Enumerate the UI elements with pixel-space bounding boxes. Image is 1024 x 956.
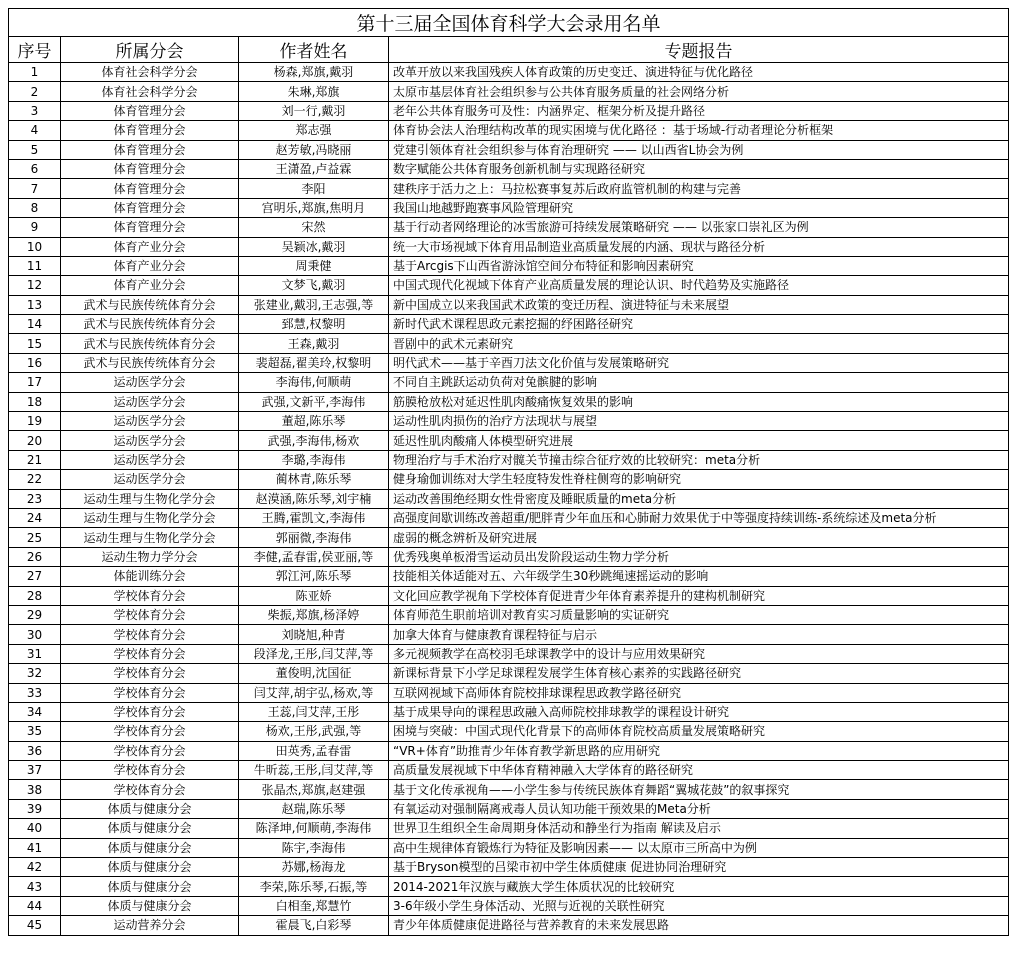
row-topic: 世界卫生组织全生命周期身体活动和静坐行为指南 解读及启示	[389, 819, 1009, 838]
row-branch: 运动医学分会	[61, 450, 239, 469]
table-row	[9, 140, 1009, 159]
row-topic: 体育协会法人治理结构改革的现实困境与优化路径 ：基于场域-行动者理论分析框架	[389, 121, 1009, 140]
row-index: 24	[9, 508, 61, 527]
row-authors: 陈泽坤,何顺萌,李海伟	[239, 819, 389, 838]
row-authors: 董俊明,沈国征	[239, 664, 389, 683]
row-index: 25	[9, 528, 61, 547]
row-authors: 李荣,陈乐琴,石振,等	[239, 877, 389, 896]
row-branch: 学校体育分会	[61, 722, 239, 741]
row-index: 36	[9, 741, 61, 760]
row-topic: 物理治疗与手术治疗对髋关节撞击综合征疗效的比较研究：meta分析	[389, 450, 1009, 469]
table-row	[9, 295, 1009, 314]
row-topic: 健身瑜伽训练对大学生轻度特发性脊柱侧弯的影响研究	[389, 470, 1009, 489]
row-index: 45	[9, 916, 61, 935]
row-authors: 宫明乐,郑旗,焦明月	[239, 198, 389, 217]
row-branch: 体质与健康分会	[61, 896, 239, 915]
row-topic: 统一大市场视域下体育用品制造业高质量发展的内涵、现状与路径分析	[389, 237, 1009, 256]
row-topic: 改革开放以来我国残疾人体育政策的历史变迁、演进特征与优化路径	[389, 63, 1009, 82]
row-index: 7	[9, 179, 61, 198]
row-index: 4	[9, 121, 61, 140]
row-index: 27	[9, 567, 61, 586]
row-authors: 王潇盈,卢益霖	[239, 159, 389, 178]
row-topic: 高中生规律体育锻炼行为特征及影响因素—— 以太原市三所高中为例	[389, 838, 1009, 857]
row-authors: 吴颖冰,戴羽	[239, 237, 389, 256]
row-topic: 优秀残奥单板滑雪运动员出发阶段运动生物力学分析	[389, 547, 1009, 566]
row-authors: 郑志强	[239, 121, 389, 140]
table-row	[9, 896, 1009, 915]
row-topic: 筋膜枪放松对延迟性肌肉酸痛恢复效果的影响	[389, 392, 1009, 411]
row-authors: 文梦飞,戴羽	[239, 276, 389, 295]
row-branch: 体育管理分会	[61, 101, 239, 120]
row-branch: 武术与民族传统体育分会	[61, 353, 239, 372]
table-row	[9, 916, 1009, 935]
header-branch: 所属分会	[61, 37, 239, 63]
row-index: 26	[9, 547, 61, 566]
row-authors: 段泽龙,王彤,闫艾萍,等	[239, 644, 389, 663]
row-topic: 高强度间歇训练改善超重/肥胖青少年血压和心肺耐力效果优于中等强度持续训练-系统综述及meta分析	[389, 508, 1009, 527]
row-topic: 基于Arcgis下山西省游泳馆空间分布特征和影响因素研究	[389, 256, 1009, 275]
row-topic: “VR+体育”助推青少年体育教学新思路的应用研究	[389, 741, 1009, 760]
row-authors: 王森,戴羽	[239, 334, 389, 353]
table-row	[9, 489, 1009, 508]
row-index: 11	[9, 256, 61, 275]
table-row	[9, 547, 1009, 566]
row-branch: 武术与民族传统体育分会	[61, 315, 239, 334]
table-row	[9, 198, 1009, 217]
header-authors: 作者姓名	[239, 37, 389, 63]
row-topic: 建秩序于活力之上：马拉松赛事复苏后政府监管机制的构建与完善	[389, 179, 1009, 198]
row-branch: 体育管理分会	[61, 140, 239, 159]
row-authors: 宋然	[239, 218, 389, 237]
row-topic: 基于文化传承视角——小学生参与传统民族体育舞蹈“翼城花鼓”的叙事探究	[389, 780, 1009, 799]
row-branch: 体育社会科学分会	[61, 82, 239, 101]
table-row	[9, 508, 1009, 527]
row-topic: 新时代武术课程思政元素挖掘的纾困路径研究	[389, 315, 1009, 334]
row-authors: 杨森,郑旗,戴羽	[239, 63, 389, 82]
row-index: 34	[9, 702, 61, 721]
row-topic: 我国山地越野跑赛事风险管理研究	[389, 198, 1009, 217]
row-authors: 朱琳,郑旗	[239, 82, 389, 101]
row-branch: 运动医学分会	[61, 412, 239, 431]
table-row	[9, 877, 1009, 896]
row-index: 6	[9, 159, 61, 178]
table-row	[9, 101, 1009, 120]
row-branch: 体育产业分会	[61, 237, 239, 256]
table-row	[9, 528, 1009, 547]
table-row	[9, 605, 1009, 624]
row-authors: 王蕊,闫艾萍,王彤	[239, 702, 389, 721]
row-index: 32	[9, 664, 61, 683]
row-authors: 白相奎,郑慧竹	[239, 896, 389, 915]
row-index: 21	[9, 450, 61, 469]
row-topic: 互联网视域下高师体育院校排球课程思政教学路径研究	[389, 683, 1009, 702]
row-topic: 不同自主跳跃运动负荷对兔髌腱的影响	[389, 373, 1009, 392]
row-index: 44	[9, 896, 61, 915]
table-row	[9, 625, 1009, 644]
row-topic: 2014-2021年汉族与藏族大学生体质状况的比较研究	[389, 877, 1009, 896]
row-index: 20	[9, 431, 61, 450]
table-body	[9, 63, 1009, 936]
row-index: 22	[9, 470, 61, 489]
table-row	[9, 664, 1009, 683]
row-branch: 体质与健康分会	[61, 819, 239, 838]
row-index: 5	[9, 140, 61, 159]
row-authors: 陈亚娇	[239, 586, 389, 605]
row-topic: 青少年体质健康促进路径与营养教育的未来发展思路	[389, 916, 1009, 935]
row-index: 31	[9, 644, 61, 663]
row-topic: 有氧运动对强制隔离戒毒人员认知功能干预效果的Meta分析	[389, 799, 1009, 818]
row-index: 37	[9, 761, 61, 780]
row-branch: 运动医学分会	[61, 431, 239, 450]
row-authors: 李健,孟春雷,侯亚丽,等	[239, 547, 389, 566]
table-row	[9, 450, 1009, 469]
row-topic: 明代武术——基于辛酉刀法文化价值与发展策略研究	[389, 353, 1009, 372]
row-topic: 体育师范生职前培训对教育实习质量影响的实证研究	[389, 605, 1009, 624]
table-row	[9, 334, 1009, 353]
row-topic: 运动改善围绝经期女性骨密度及睡眠质量的meta分析	[389, 489, 1009, 508]
row-authors: 郭丽微,李海伟	[239, 528, 389, 547]
row-branch: 运动医学分会	[61, 373, 239, 392]
row-branch: 体质与健康分会	[61, 799, 239, 818]
row-branch: 学校体育分会	[61, 702, 239, 721]
row-topic: 党建引领体育社会组织参与体育治理研究 —— 以山西省L协会为例	[389, 140, 1009, 159]
table-row	[9, 761, 1009, 780]
header-topic: 专题报告	[389, 37, 1009, 63]
row-index: 17	[9, 373, 61, 392]
row-authors: 霍晨飞,白彩琴	[239, 916, 389, 935]
row-authors: 柴振,郑旗,杨泽婷	[239, 605, 389, 624]
row-authors: 刘晓旭,种青	[239, 625, 389, 644]
row-index: 12	[9, 276, 61, 295]
table-row	[9, 683, 1009, 702]
row-authors: 郅慧,权黎明	[239, 315, 389, 334]
row-index: 29	[9, 605, 61, 624]
row-authors: 李阳	[239, 179, 389, 198]
accepted-list-table	[8, 8, 1009, 936]
row-index: 13	[9, 295, 61, 314]
row-branch: 体育管理分会	[61, 159, 239, 178]
row-index: 28	[9, 586, 61, 605]
table-row	[9, 218, 1009, 237]
row-authors: 杨欢,王彤,武强,等	[239, 722, 389, 741]
row-index: 1	[9, 63, 61, 82]
row-branch: 运动生理与生物化学分会	[61, 528, 239, 547]
row-index: 3	[9, 101, 61, 120]
table-row	[9, 741, 1009, 760]
table-row	[9, 159, 1009, 178]
table-row	[9, 373, 1009, 392]
table-row	[9, 179, 1009, 198]
row-branch: 学校体育分会	[61, 586, 239, 605]
row-index: 15	[9, 334, 61, 353]
row-authors: 赵漠涵,陈乐琴,刘宇楠	[239, 489, 389, 508]
row-authors: 赵芳敏,冯晓丽	[239, 140, 389, 159]
row-authors: 董超,陈乐琴	[239, 412, 389, 431]
row-authors: 闫艾萍,胡宇弘,杨欢,等	[239, 683, 389, 702]
row-index: 41	[9, 838, 61, 857]
row-branch: 学校体育分会	[61, 644, 239, 663]
row-index: 16	[9, 353, 61, 372]
row-index: 8	[9, 198, 61, 217]
row-branch: 体质与健康分会	[61, 838, 239, 857]
table-row	[9, 315, 1009, 334]
row-topic: 太原市基层体育社会组织参与公共体育服务质量的社会网络分析	[389, 82, 1009, 101]
table-row	[9, 276, 1009, 295]
row-authors: 苏娜,杨海龙	[239, 858, 389, 877]
row-authors: 周秉健	[239, 256, 389, 275]
table-row	[9, 722, 1009, 741]
table-row	[9, 237, 1009, 256]
table-row	[9, 63, 1009, 82]
table-row	[9, 644, 1009, 663]
row-branch: 体育产业分会	[61, 256, 239, 275]
table-title: 第十三届全国体育科学大会录用名单	[9, 9, 1009, 37]
table-row	[9, 702, 1009, 721]
row-authors: 牛昕蕊,王彤,闫艾萍,等	[239, 761, 389, 780]
row-index: 43	[9, 877, 61, 896]
row-index: 19	[9, 412, 61, 431]
row-branch: 体育管理分会	[61, 218, 239, 237]
row-index: 23	[9, 489, 61, 508]
row-branch: 体育产业分会	[61, 276, 239, 295]
row-branch: 运动医学分会	[61, 470, 239, 489]
row-topic: 延迟性肌肉酸痛人体模型研究进展	[389, 431, 1009, 450]
table-row	[9, 470, 1009, 489]
row-topic: 困境与突破：中国式现代化背景下的高师体育院校高质量发展策略研究	[389, 722, 1009, 741]
row-branch: 武术与民族传统体育分会	[61, 334, 239, 353]
table-row	[9, 412, 1009, 431]
row-authors: 李璐,李海伟	[239, 450, 389, 469]
row-topic: 多元视频教学在高校羽毛球课教学中的设计与应用效果研究	[389, 644, 1009, 663]
row-branch: 学校体育分会	[61, 761, 239, 780]
row-index: 38	[9, 780, 61, 799]
row-index: 35	[9, 722, 61, 741]
table-row	[9, 586, 1009, 605]
row-index: 30	[9, 625, 61, 644]
header-index: 序号	[9, 37, 61, 63]
table-row	[9, 121, 1009, 140]
row-branch: 学校体育分会	[61, 780, 239, 799]
row-authors: 武强,李海伟,杨欢	[239, 431, 389, 450]
row-branch: 体育管理分会	[61, 198, 239, 217]
table-row	[9, 819, 1009, 838]
row-index: 9	[9, 218, 61, 237]
row-topic: 基于行动者网络理论的冰雪旅游可持续发展策略研究 —— 以张家口崇礼区为例	[389, 218, 1009, 237]
row-authors: 蔺林青,陈乐琴	[239, 470, 389, 489]
row-authors: 赵瑞,陈乐琴	[239, 799, 389, 818]
table-row	[9, 838, 1009, 857]
row-topic: 中国式现代化视域下体育产业高质量发展的理论认识、时代趋势及实施路径	[389, 276, 1009, 295]
row-topic: 晋剧中的武术元素研究	[389, 334, 1009, 353]
row-topic: 虚弱的概念辨析及研究进展	[389, 528, 1009, 547]
row-authors: 张建业,戴羽,王志强,等	[239, 295, 389, 314]
row-branch: 学校体育分会	[61, 664, 239, 683]
row-authors: 裴超磊,翟美玲,权黎明	[239, 353, 389, 372]
row-branch: 体育管理分会	[61, 121, 239, 140]
row-branch: 运动营养分会	[61, 916, 239, 935]
row-branch: 学校体育分会	[61, 741, 239, 760]
table-row	[9, 256, 1009, 275]
row-index: 39	[9, 799, 61, 818]
table-row	[9, 353, 1009, 372]
row-branch: 体育社会科学分会	[61, 63, 239, 82]
row-authors: 陈宇,李海伟	[239, 838, 389, 857]
row-index: 42	[9, 858, 61, 877]
table-row	[9, 392, 1009, 411]
row-branch: 运动生理与生物化学分会	[61, 508, 239, 527]
row-topic: 文化回应教学视角下学校体育促进青少年体育素养提升的建构机制研究	[389, 586, 1009, 605]
table-row	[9, 858, 1009, 877]
table-row	[9, 780, 1009, 799]
row-branch: 运动生物力学分会	[61, 547, 239, 566]
row-topic: 运动性肌肉损伤的治疗方法现状与展望	[389, 412, 1009, 431]
row-authors: 张晶杰,郑旗,赵建强	[239, 780, 389, 799]
row-topic: 基于Bryson模型的吕梁市初中学生体质健康 促进协同治理研究	[389, 858, 1009, 877]
row-topic: 新中国成立以来我国武术政策的变迁历程、演进特征与未来展望	[389, 295, 1009, 314]
row-topic: 加拿大体育与健康教育课程特征与启示	[389, 625, 1009, 644]
row-branch: 运动生理与生物化学分会	[61, 489, 239, 508]
row-authors: 李海伟,何顺萌	[239, 373, 389, 392]
row-index: 2	[9, 82, 61, 101]
row-branch: 学校体育分会	[61, 683, 239, 702]
row-index: 18	[9, 392, 61, 411]
row-topic: 技能相关体适能对五、六年级学生30秒跳绳速摇运动的影响	[389, 567, 1009, 586]
table-row	[9, 431, 1009, 450]
row-topic: 基于成果导向的课程思政融入高师院校排球教学的课程设计研究	[389, 702, 1009, 721]
row-authors: 郭江河,陈乐琴	[239, 567, 389, 586]
row-branch: 学校体育分会	[61, 625, 239, 644]
table-row	[9, 82, 1009, 101]
row-index: 40	[9, 819, 61, 838]
row-topic: 数字赋能公共体育服务创新机制与实现路径研究	[389, 159, 1009, 178]
row-topic: 3-6年级小学生身体活动、光照与近视的关联性研究	[389, 896, 1009, 915]
row-authors: 武强,文新平,李海伟	[239, 392, 389, 411]
row-authors: 刘一行,戴羽	[239, 101, 389, 120]
row-index: 10	[9, 237, 61, 256]
row-authors: 王腾,霍凯文,李海伟	[239, 508, 389, 527]
row-index: 33	[9, 683, 61, 702]
row-branch: 体能训练分会	[61, 567, 239, 586]
spreadsheet	[8, 8, 1008, 936]
row-branch: 体质与健康分会	[61, 877, 239, 896]
row-topic: 新课标背景下小学足球课程发展学生体育核心素养的实践路径研究	[389, 664, 1009, 683]
row-index: 14	[9, 315, 61, 334]
row-branch: 武术与民族传统体育分会	[61, 295, 239, 314]
table-row	[9, 799, 1009, 818]
row-branch: 体育管理分会	[61, 179, 239, 198]
row-topic: 高质量发展视域下中华体育精神融入大学体育的路径研究	[389, 761, 1009, 780]
row-branch: 体质与健康分会	[61, 858, 239, 877]
row-topic: 老年公共体育服务可及性：内涵界定、框架分析及提升路径	[389, 101, 1009, 120]
table-row	[9, 567, 1009, 586]
row-authors: 田英秀,孟春雷	[239, 741, 389, 760]
row-branch: 运动医学分会	[61, 392, 239, 411]
row-branch: 学校体育分会	[61, 605, 239, 624]
